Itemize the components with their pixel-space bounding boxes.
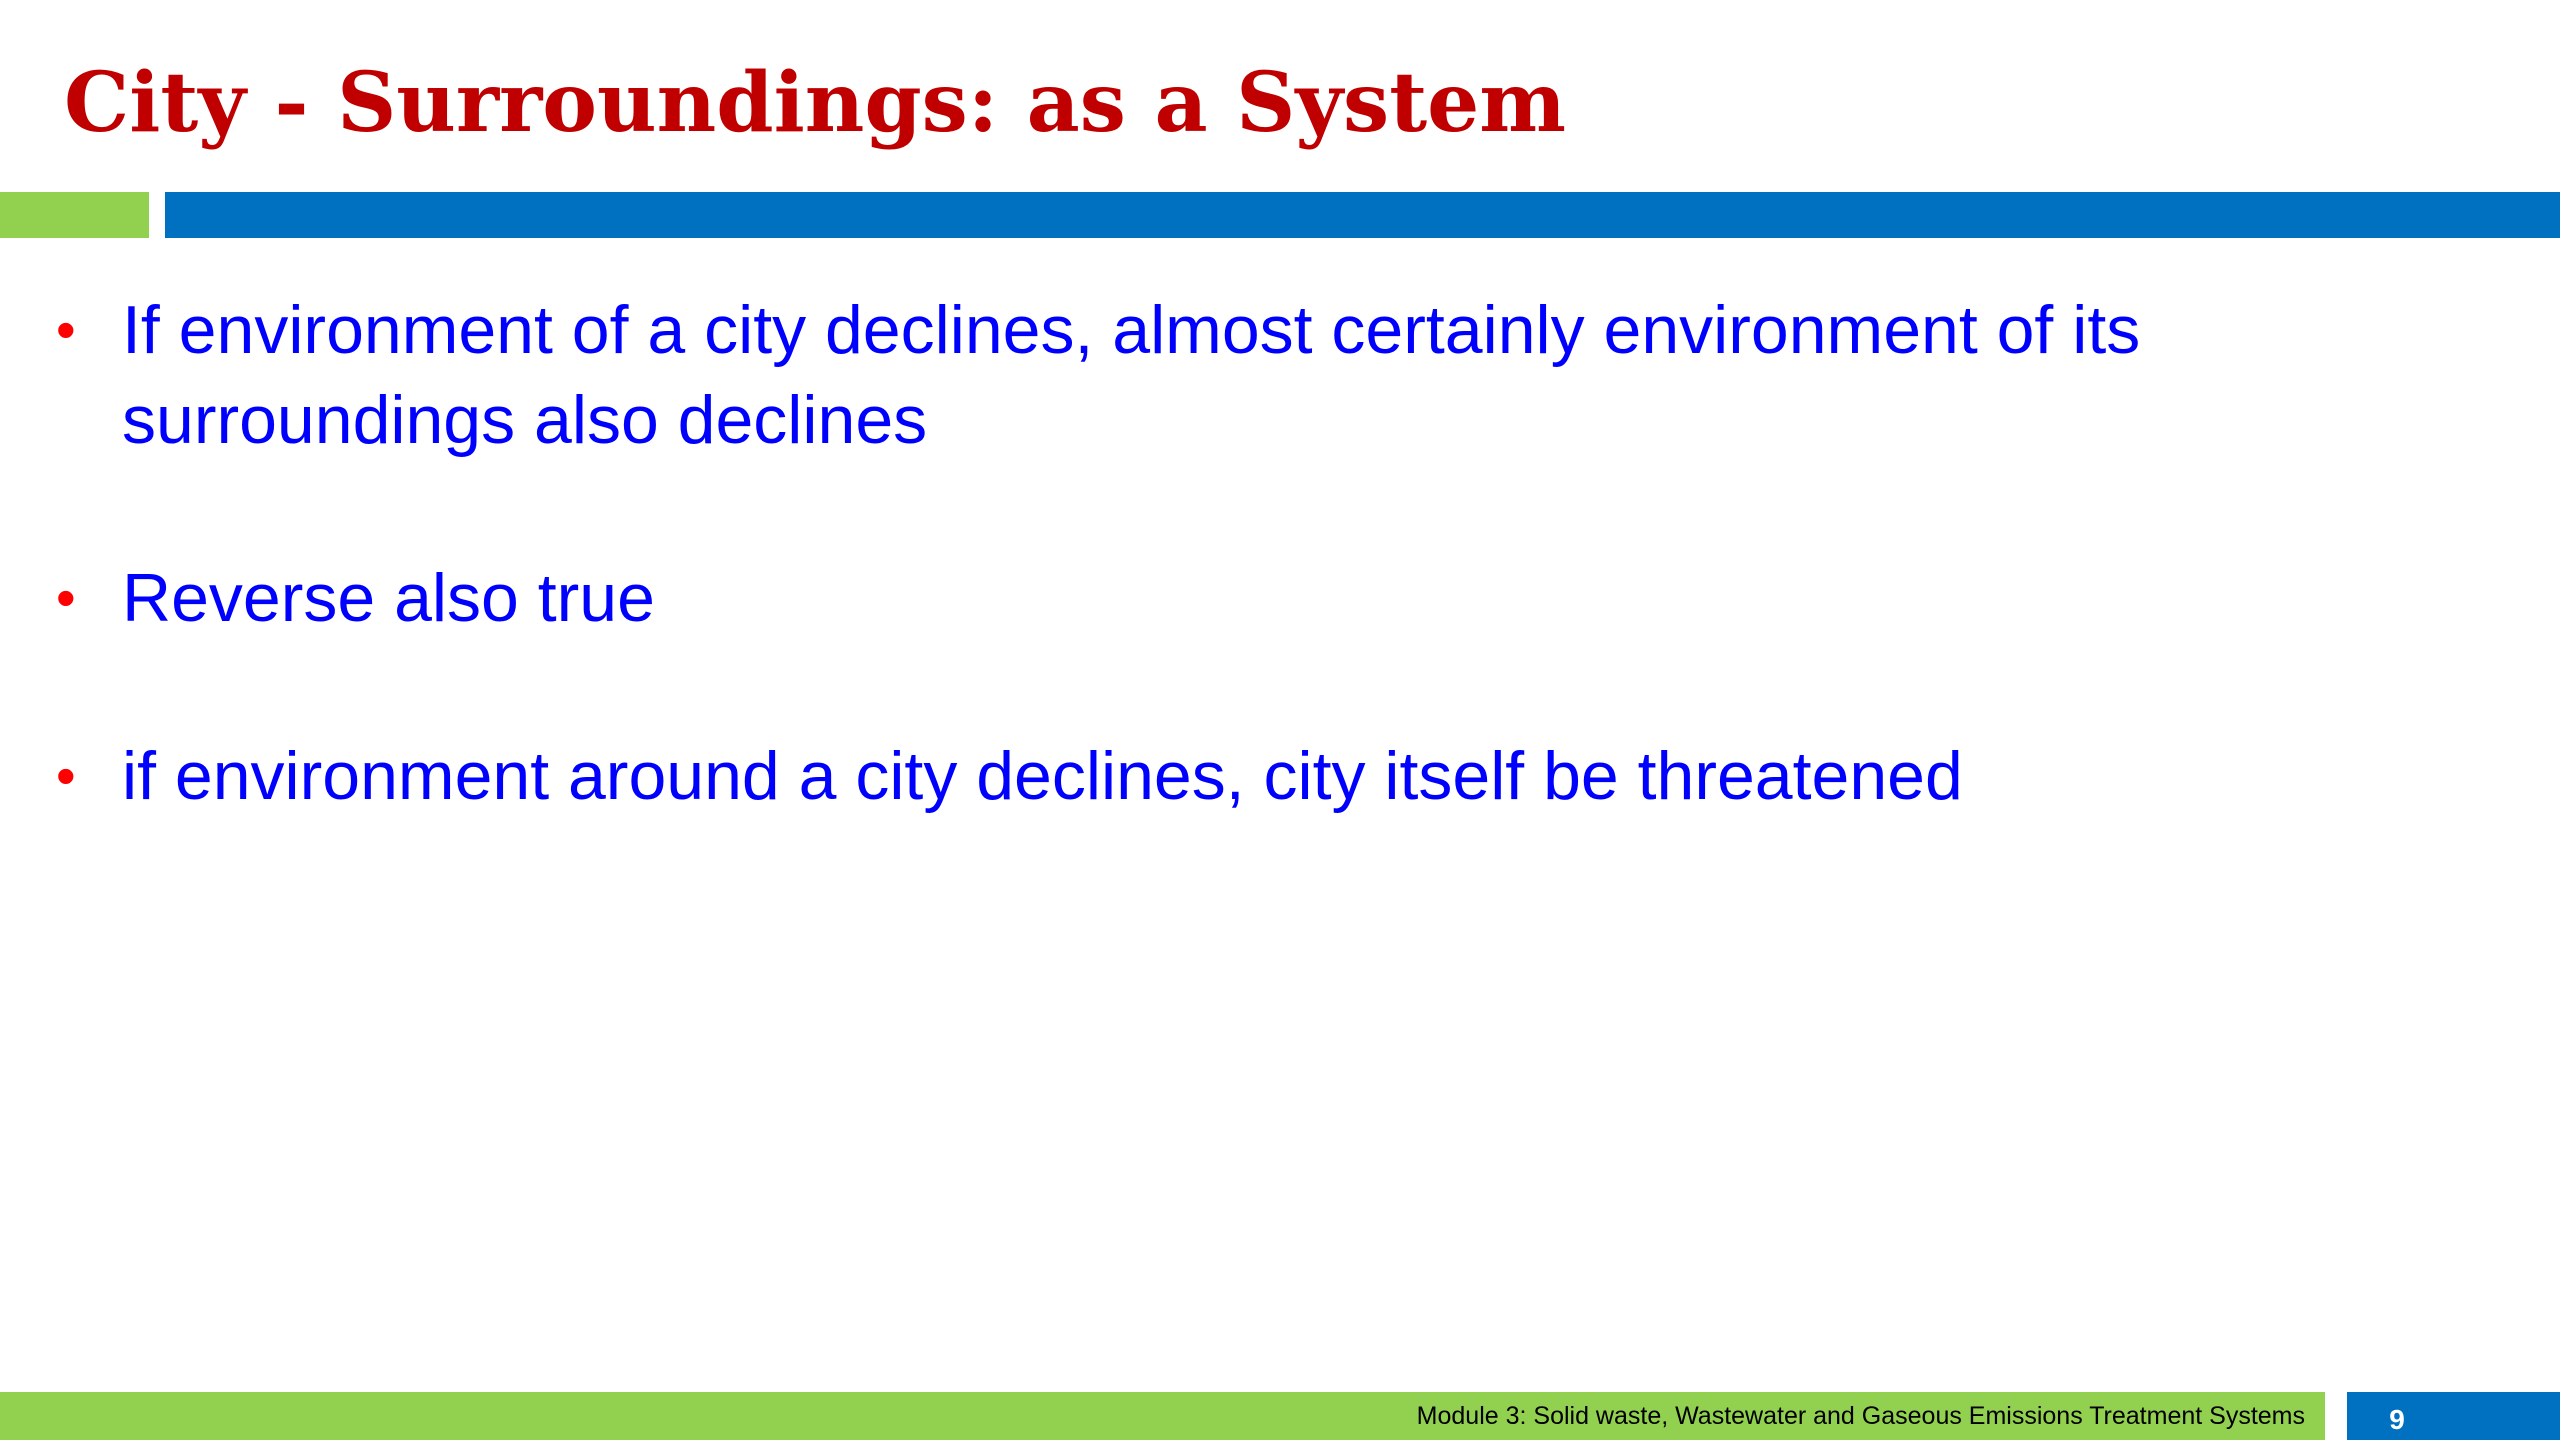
- bullet-text: If environment of a city declines, almost certainly environment of its surroundings also declines: [122, 292, 2141, 458]
- bullet-dot-icon: •: [56, 298, 76, 361]
- header-blue-accent-bar: [165, 192, 2560, 238]
- footer-module-text: Module 3: Solid waste, Wastewater and Gaseous Emissions Treatment Systems: [1416, 1402, 2305, 1430]
- header-green-accent-bar: [0, 192, 149, 238]
- bullet-dot-icon: •: [56, 566, 76, 629]
- bullet-dot-icon: •: [56, 744, 76, 807]
- bullet-text: Reverse also true: [122, 560, 655, 636]
- bullet-text: if environment around a city declines, city itself be threatened: [122, 738, 1963, 814]
- bullet-item: [0, 731, 2440, 821]
- bullet-item: [0, 285, 2440, 465]
- footer-bar: [0, 1392, 2325, 1440]
- page-number: 9: [2389, 1404, 2405, 1435]
- bullet-list: [0, 285, 2440, 821]
- bullet-item: [0, 553, 2440, 643]
- page-number-box: [2347, 1392, 2560, 1440]
- slide-title: City - Surroundings: as a System: [64, 55, 1567, 151]
